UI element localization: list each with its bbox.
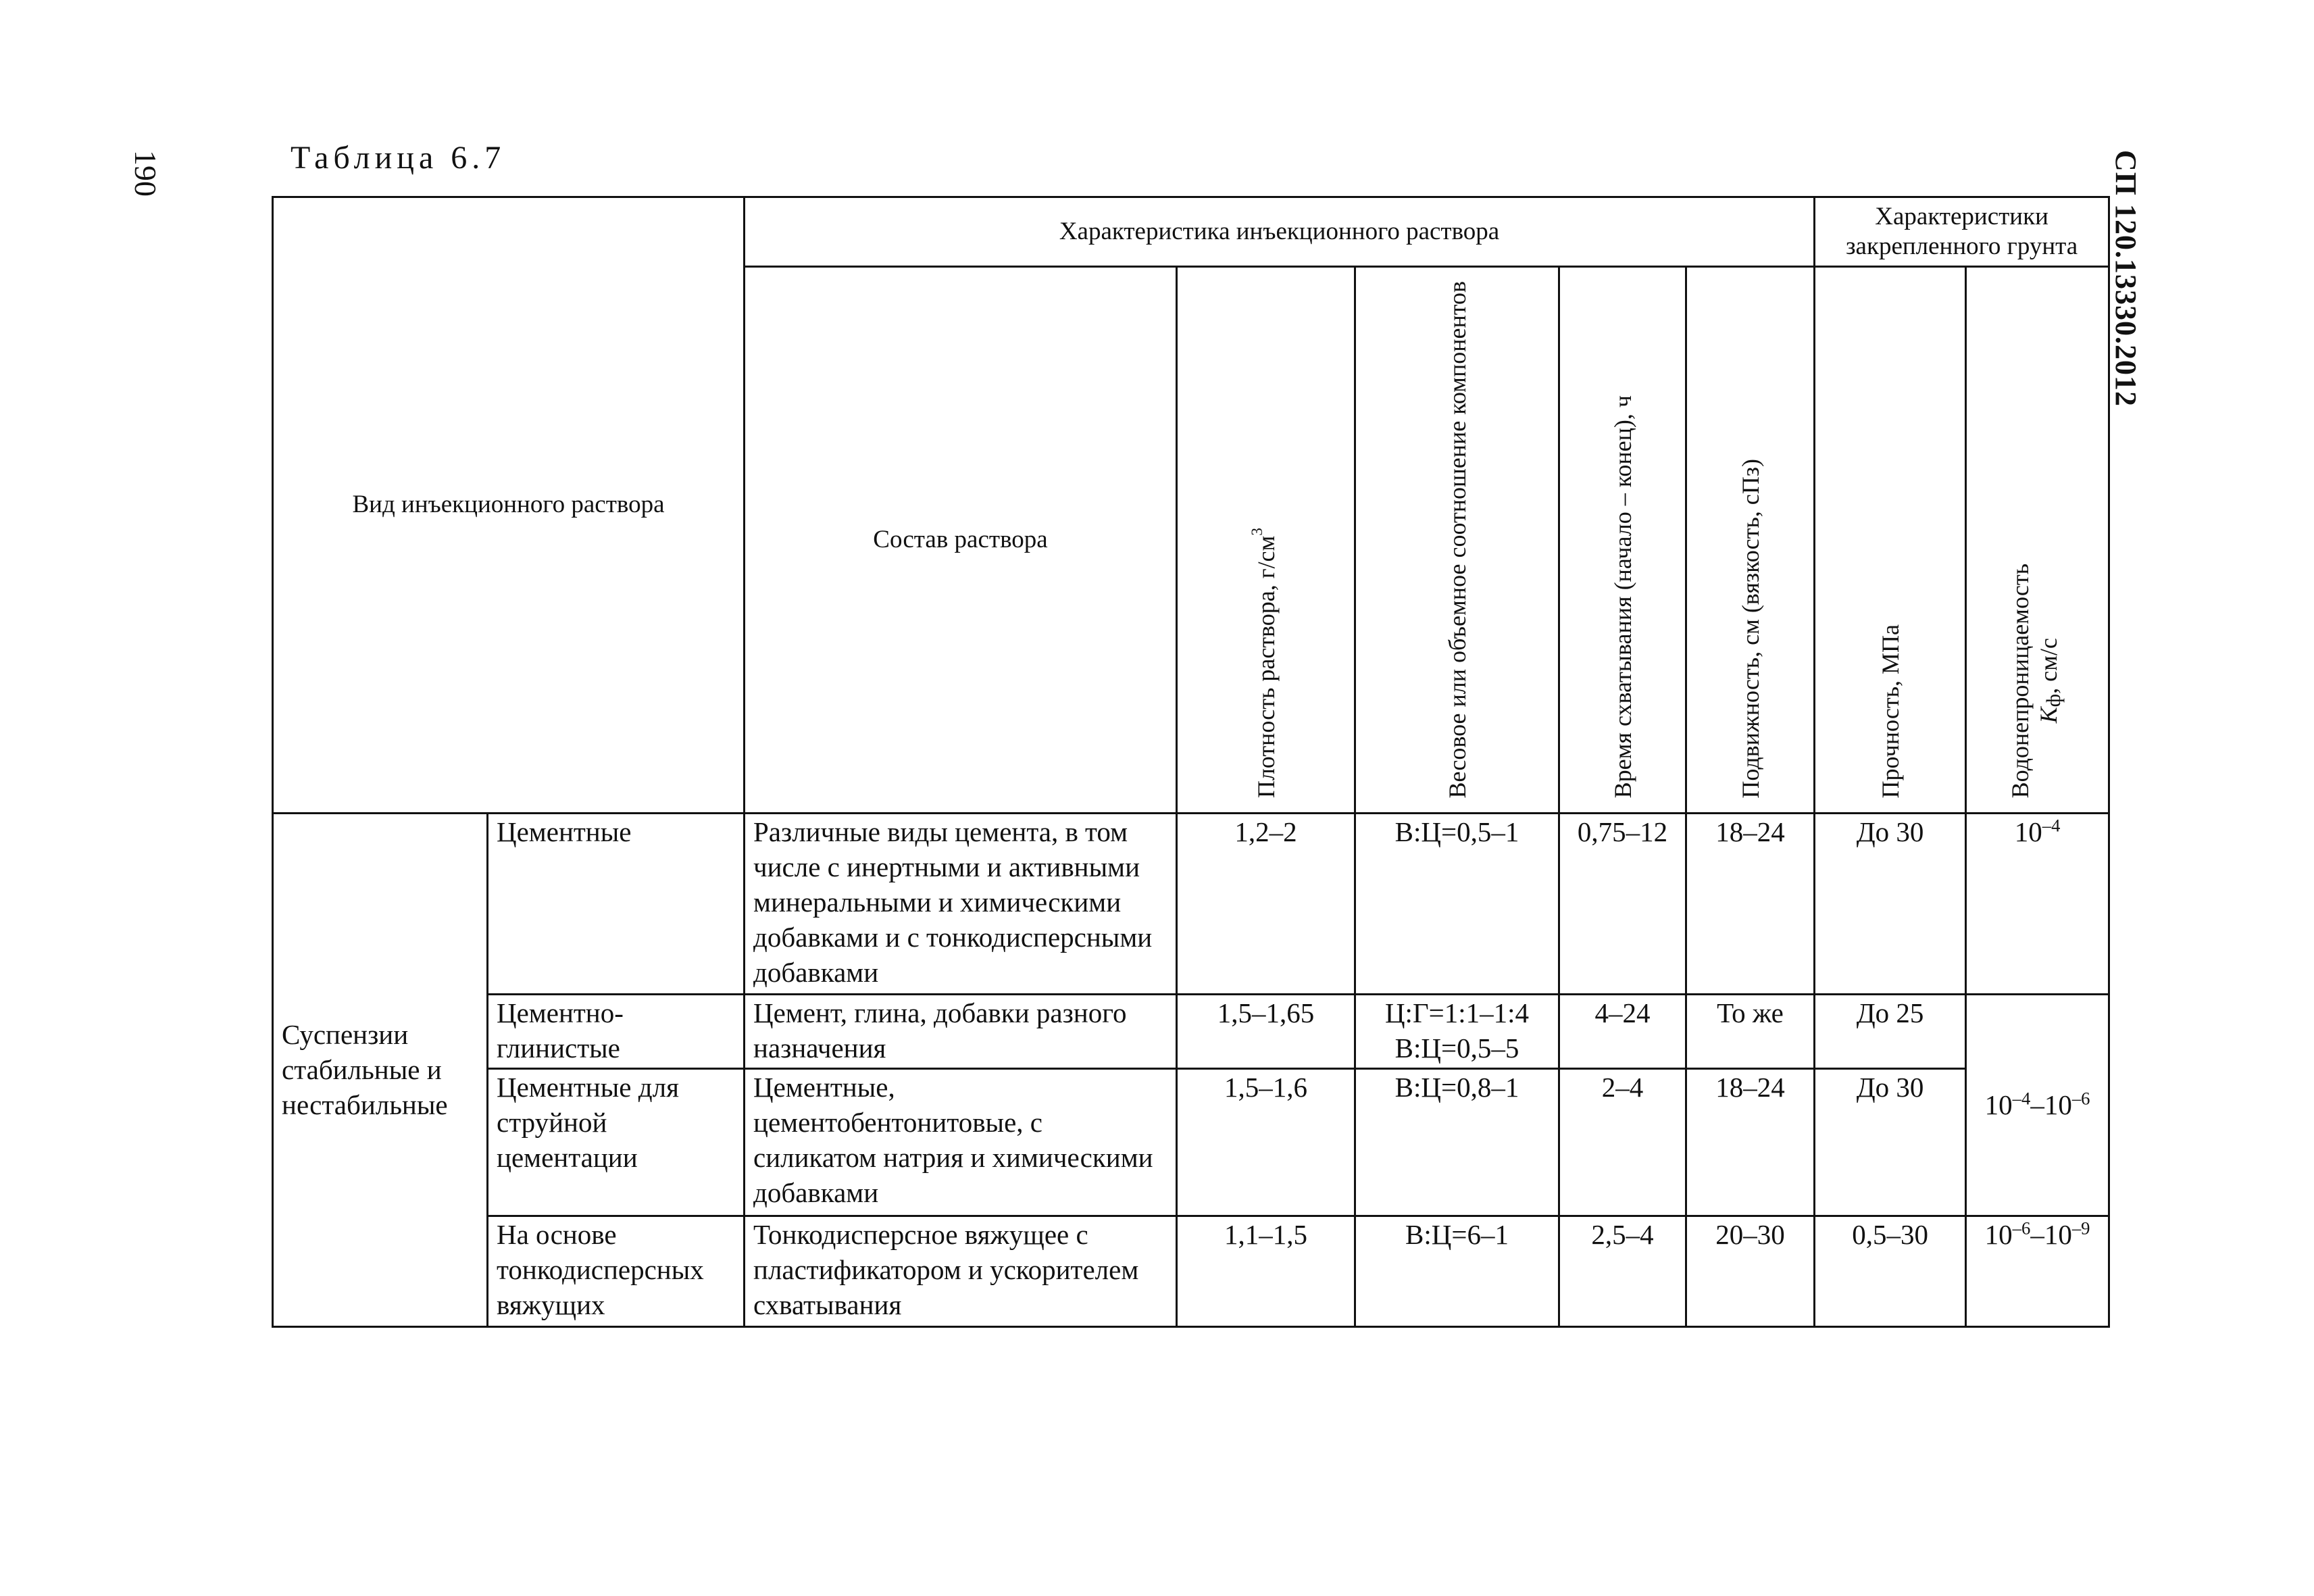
header-permeability-unit: , см/с bbox=[2035, 638, 2063, 695]
row-composition: Цементные, цементобентонитовые, с силикатом натрия и химическими добавками bbox=[745, 1068, 1177, 1216]
perm-a: 10 bbox=[1984, 1218, 2013, 1250]
row-type: Цементные для струйной цементации bbox=[488, 1068, 745, 1216]
perm-a-exp: –6 bbox=[2012, 1217, 2031, 1238]
row-strength: 0,5–30 bbox=[1815, 1216, 1966, 1326]
row-density: 1,5–1,6 bbox=[1177, 1068, 1355, 1216]
perm-b: 10 bbox=[2044, 1218, 2072, 1250]
header-ratio-text: Весовое или объемное соотношение компонентов bbox=[1443, 281, 1471, 799]
table-row bbox=[273, 1216, 2109, 1326]
row-density: 1,5–1,65 bbox=[1177, 994, 1355, 1068]
row-setting: 4–24 bbox=[1559, 994, 1686, 1068]
document-code: СП 120.13330.2012 bbox=[2109, 150, 2142, 407]
perm-b-exp: –9 bbox=[2071, 1217, 2090, 1238]
header-setting-time-text: Время схватывания (начало – конец), ч bbox=[1609, 395, 1636, 799]
table-row bbox=[273, 813, 2109, 994]
row-setting: 0,75–12 bbox=[1559, 813, 1686, 994]
row-type: Цементно-глинистые bbox=[488, 994, 745, 1068]
row-composition: Тонкодисперсное вяжущее с пластификатором и ускорителем схватывания bbox=[745, 1216, 1177, 1326]
table-caption: Таблица 6.7 bbox=[291, 140, 506, 176]
row-density: 1,2–2 bbox=[1177, 813, 1355, 994]
perm-a-exp: –4 bbox=[2012, 1088, 2031, 1109]
header-row-1 bbox=[273, 197, 2109, 267]
row-strength: До 30 bbox=[1815, 1068, 1966, 1216]
table-row bbox=[273, 994, 2109, 1068]
row-density: 1,1–1,5 bbox=[1177, 1216, 1355, 1326]
perm-b: 10 bbox=[2044, 1089, 2072, 1121]
row-mobility: То же bbox=[1686, 994, 1815, 1068]
header-group-solution: Характеристика инъекционного раствора bbox=[745, 197, 1815, 267]
header-mobility bbox=[1686, 267, 1815, 814]
row-composition: Различные виды цемента, в том числе с инертными и активными минеральными и химическими добавками и с тонкодисперсными добавками bbox=[745, 813, 1177, 994]
row-mobility: 18–24 bbox=[1686, 813, 1815, 994]
perm-b-exp: –6 bbox=[2071, 1088, 2090, 1109]
row-composition: Цемент, глина, добавки разного назначения bbox=[745, 994, 1177, 1068]
header-strength-text: Прочность, МПа bbox=[1876, 624, 1904, 799]
row-permeability-merged: $10^{-4}-10^{-6}$ bbox=[1966, 994, 2109, 1216]
row-type: Цементные bbox=[488, 813, 745, 994]
header-density-text: Плотность раствора, г/см bbox=[1252, 536, 1280, 799]
perm-base: 10 bbox=[2014, 816, 2042, 847]
row-mobility: 20–30 bbox=[1686, 1216, 1815, 1326]
row-ratio: В:Ц=6–1 bbox=[1355, 1216, 1559, 1326]
header-mobility-text: Подвижность, см (вязкость, сПз) bbox=[1736, 458, 1764, 799]
row-permeability: $10^{-6}-10^{-9}$ bbox=[1966, 1216, 2109, 1326]
page-number: 190 bbox=[128, 150, 163, 197]
header-permeability bbox=[1966, 267, 2109, 814]
row-ratio bbox=[1355, 994, 1559, 1068]
perm-a: 10 bbox=[1984, 1089, 2013, 1121]
header-density-sup: 3 bbox=[1248, 528, 1266, 537]
row-strength: До 25 bbox=[1815, 994, 1966, 1068]
row-permeability bbox=[1966, 813, 2109, 994]
header-permeability-sub: ф bbox=[2042, 694, 2065, 707]
grout-characteristics-table bbox=[272, 196, 2110, 1328]
row-strength: До 30 bbox=[1815, 813, 1966, 994]
header-type: Вид инъекционного раствора bbox=[273, 197, 745, 814]
row-ratio-line-1: Ц:Г=1:1–1:4 bbox=[1384, 997, 1530, 1028]
header-group-soil: Характеристики закрепленного грунта bbox=[1815, 197, 2109, 267]
header-strength bbox=[1815, 267, 1966, 814]
header-density bbox=[1177, 267, 1355, 814]
group-label: Суспензии стабильные и нестабильные bbox=[273, 813, 488, 1326]
header-ratio bbox=[1355, 267, 1559, 814]
perm-exp: –4 bbox=[2042, 814, 2061, 835]
row-ratio: В:Ц=0,8–1 bbox=[1355, 1068, 1559, 1216]
row-type: На основе тонкодисперсных вяжущих bbox=[488, 1216, 745, 1326]
header-setting-time bbox=[1559, 267, 1686, 814]
header-composition: Состав раствора bbox=[745, 267, 1177, 814]
header-permeability-text: Водонепроницаемость bbox=[2007, 564, 2034, 799]
row-ratio-line-2: В:Ц=0,5–5 bbox=[1394, 1032, 1519, 1064]
row-mobility: 18–24 bbox=[1686, 1068, 1815, 1216]
header-permeability-k: K bbox=[2035, 707, 2063, 724]
row-setting: 2–4 bbox=[1559, 1068, 1686, 1216]
row-setting: 2,5–4 bbox=[1559, 1216, 1686, 1326]
row-ratio: В:Ц=0,5–1 bbox=[1355, 813, 1559, 994]
table-row bbox=[273, 1068, 2109, 1216]
